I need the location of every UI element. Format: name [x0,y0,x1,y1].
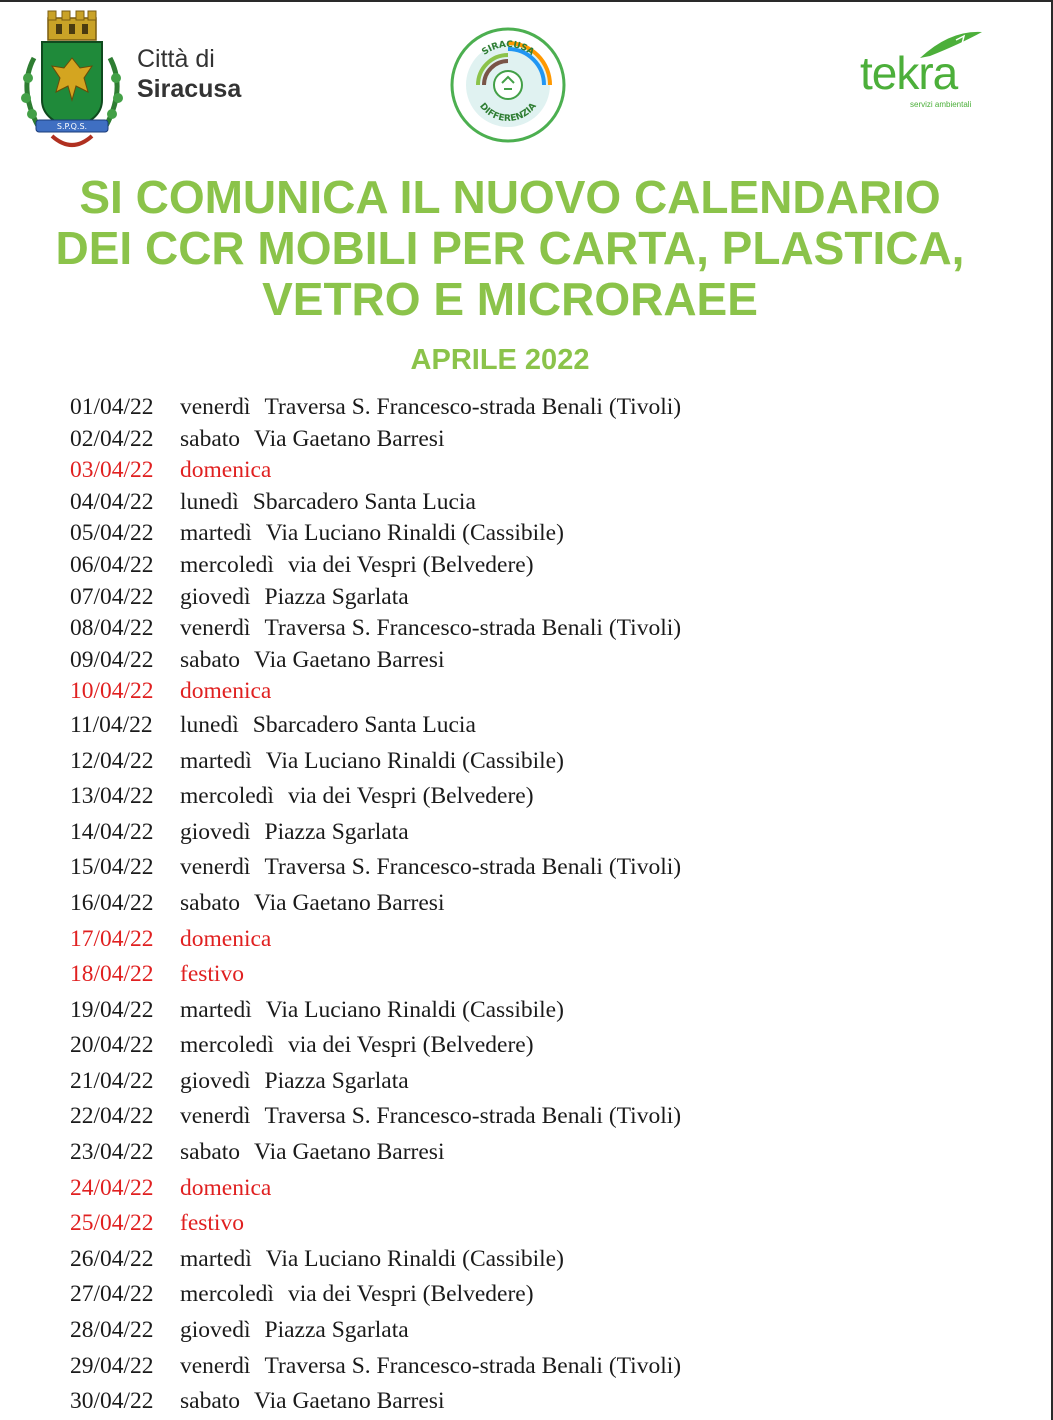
schedule-list [70,392,970,1420]
schedule-date: 13/04/22 [70,783,154,810]
schedule-row [70,613,970,645]
schedule-place: Traversa S. Francesco-strada Benali (Tivoli) [264,615,682,642]
city-name [137,44,241,104]
schedule-day: sabato [180,646,241,673]
schedule-place: via dei Vespri (Belvedere) [287,1032,534,1059]
tekra-wordmark: tekra [860,47,958,99]
schedule-date: 02/04/22 [70,425,154,452]
schedule-place: Traversa S. Francesco-strada Benali (Tivoli) [264,1103,682,1130]
headline-line-1: SI COMUNICA IL NUOVO CALENDARIO [79,171,941,223]
schedule-day: sabato [180,425,241,452]
schedule-place: via dei Vespri (Belvedere) [287,551,534,578]
schedule-place: Via Gaetano Barresi [254,646,445,673]
schedule-row [70,487,970,519]
schedule-date: 27/04/22 [70,1281,154,1308]
crest-motto: S.P.Q.S. [56,122,88,131]
schedule-day: martedì [180,747,252,774]
schedule-date: 04/04/22 [70,488,154,515]
center-logo-text-bottom: DIFFERENZIA [477,101,539,125]
schedule-place: Via Luciano Rinaldi (Cassibile) [265,747,564,774]
schedule-row [70,582,970,614]
schedule-day: sabato [180,1139,241,1166]
schedule-day: venerdì [180,394,251,420]
schedule-row [70,424,970,456]
schedule-date: 15/04/22 [70,854,154,881]
schedule-date: 20/04/22 [70,1032,154,1059]
schedule-row [70,518,970,550]
schedule-date: 14/04/22 [70,818,154,845]
schedule-row [70,676,970,708]
schedule-place: Via Gaetano Barresi [254,1139,445,1166]
schedule-day: mercoledì [180,1281,274,1308]
schedule-row [70,1384,970,1420]
schedule-place: Via Gaetano Barresi [254,889,445,916]
month-title: APRILE 2022 [410,344,590,376]
schedule-place: Via Luciano Rinaldi (Cassibile) [265,1245,564,1272]
schedule-date: 19/04/22 [70,996,154,1023]
schedule-row [70,455,970,487]
headline-line-2: DEI CCR MOBILI PER CARTA, PLASTICA, [55,222,965,274]
schedule-place: Via Gaetano Barresi [254,1388,445,1415]
schedule-day: giovedì [180,583,251,610]
schedule-date: 09/04/22 [70,646,154,673]
schedule-date: 18/04/22 [70,961,154,988]
schedule-row [70,922,970,958]
schedule-date: 30/04/22 [70,1388,154,1415]
schedule-date: 28/04/22 [70,1317,154,1344]
schedule-place: Via Gaetano Barresi [254,425,445,452]
schedule-day: lunedì [180,488,239,515]
schedule-row [70,1242,970,1278]
schedule-day: sabato [180,1388,241,1415]
city-name-line2: Siracusa [137,75,242,103]
schedule-day: domenica [180,1174,272,1201]
schedule-day: martedì [180,520,252,547]
schedule-row [70,1171,970,1207]
schedule-row [70,1349,970,1385]
schedule-date: 29/04/22 [70,1352,154,1379]
schedule-place: via dei Vespri (Belvedere) [287,1281,534,1308]
schedule-day: venerdì [180,1103,251,1130]
schedule-date: 12/04/22 [70,747,154,774]
schedule-day: mercoledì [180,1032,274,1059]
schedule-place: Via Luciano Rinaldi (Cassibile) [265,520,564,547]
schedule-row [70,708,970,744]
schedule-place: Sbarcadero Santa Lucia [252,488,476,515]
schedule-date: 26/04/22 [70,1245,154,1272]
schedule-place: Traversa S. Francesco-strada Benali (Tivoli) [264,1352,682,1379]
schedule-day: giovedì [180,818,251,845]
schedule-date: 17/04/22 [70,925,154,952]
schedule-row [70,1028,970,1064]
schedule-place: Piazza Sgarlata [264,1317,409,1344]
schedule-place: Traversa S. Francesco-strada Benali (Tivoli) [264,854,682,881]
schedule-row [70,993,970,1029]
schedule-date: 01/04/22 [70,394,154,420]
schedule-row [70,957,970,993]
schedule-date: 03/04/22 [70,457,154,484]
schedule-place: Piazza Sgarlata [264,818,409,845]
schedule-date: 11/04/22 [70,711,153,738]
schedule-row [70,815,970,851]
schedule-date: 10/04/22 [70,678,154,705]
schedule-day: mercoledì [180,783,274,810]
schedule-date: 23/04/22 [70,1139,154,1166]
schedule-day: mercoledì [180,551,274,578]
schedule-day: martedì [180,996,252,1023]
schedule-row [70,1099,970,1135]
schedule-place: Via Luciano Rinaldi (Cassibile) [265,996,564,1023]
schedule-date: 08/04/22 [70,615,154,642]
schedule-date: 22/04/22 [70,1103,154,1130]
schedule-day: domenica [180,457,272,484]
schedule-row [70,850,970,886]
tekra-tagline: servizi ambientali [910,100,972,109]
announcement-headline [0,172,1020,325]
schedule-row [70,550,970,582]
schedule-date: 24/04/22 [70,1174,154,1201]
schedule-row [70,645,970,677]
schedule-day: martedì [180,1245,252,1272]
schedule-date: 07/04/22 [70,583,154,610]
schedule-row [70,886,970,922]
schedule-place: Piazza Sgarlata [264,1067,409,1094]
schedule-day: venerdì [180,1352,251,1379]
schedule-day: venerdì [180,615,251,642]
tekra-logo [860,28,990,118]
schedule-day: venerdì [180,854,251,881]
schedule-day: lunedì [180,711,239,738]
schedule-place: via dei Vespri (Belvedere) [287,783,534,810]
schedule-day: domenica [180,678,272,705]
schedule-row [70,1206,970,1242]
schedule-date: 06/04/22 [70,551,154,578]
schedule-date: 25/04/22 [70,1210,154,1237]
schedule-date: 16/04/22 [70,889,154,916]
schedule-row [70,779,970,815]
schedule-row [70,1313,970,1349]
schedule-row [70,744,970,780]
schedule-date: 05/04/22 [70,520,154,547]
city-crest-logo [12,8,130,156]
schedule-row [70,1135,970,1171]
schedule-day: festivo [180,961,244,988]
center-logo-text-top: SIRACUSA [480,39,536,58]
siracusa-differenzia-logo [448,25,568,145]
schedule-day: domenica [180,925,272,952]
schedule-day: sabato [180,889,241,916]
schedule-place: Piazza Sgarlata [264,583,409,610]
schedule-row [70,1064,970,1100]
schedule-place: Sbarcadero Santa Lucia [252,711,476,738]
headline-line-3: VETRO E MICRORAEE [262,273,758,325]
schedule-day: festivo [180,1210,244,1237]
city-name-line1: Città di [137,45,215,73]
schedule-place: Traversa S. Francesco-strada Benali (Tivoli) [264,394,682,420]
schedule-row [70,392,970,424]
schedule-day: giovedì [180,1067,251,1094]
schedule-row [70,1277,970,1313]
top-border [0,0,1053,2]
schedule-day: giovedì [180,1317,251,1344]
schedule-date: 21/04/22 [70,1067,154,1094]
